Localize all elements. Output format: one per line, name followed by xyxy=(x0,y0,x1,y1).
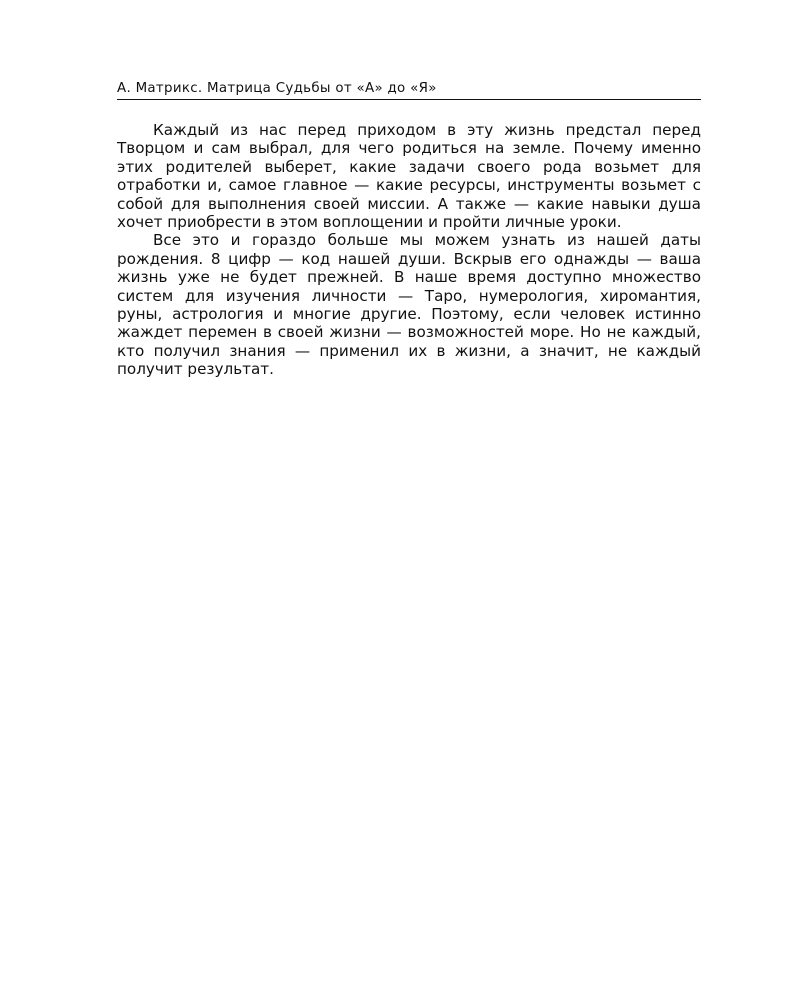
running-head-title: А. Матрикс. Матрица Судьбы от «А» до «Я» xyxy=(117,81,437,96)
body-text xyxy=(117,121,701,379)
running-head xyxy=(117,80,701,100)
paragraph: Все это и гораздо больше мы можем узнать из нашей даты рождения. 8 цифр — код нашей души. Вскрыв его однажды — ваша жизнь уже не будет прежней. В наше время доступно множество систем для изучения личности — Таро, нумерология, хиромантия, руны, астрология и многие другие. Поэтому, если человек истинно жаждет перемен в своей жизни — возможностей море. Но не каждый, кто получил знания — применил их в жизни, а значит, не каждый получит результат. xyxy=(117,231,701,379)
paragraph: Каждый из нас перед приходом в эту жизнь предстал перед Творцом и сам выбрал, для чего родиться на земле. Почему именно этих родителей выберет, какие задачи своего рода возьмет для отработки и, самое главное — какие ресурсы, инструменты возьмет с собой для выполнения своей миссии. А также — какие навыки душа хочет приобрести в этом воплощении и пройти личные уроки. xyxy=(117,121,701,232)
